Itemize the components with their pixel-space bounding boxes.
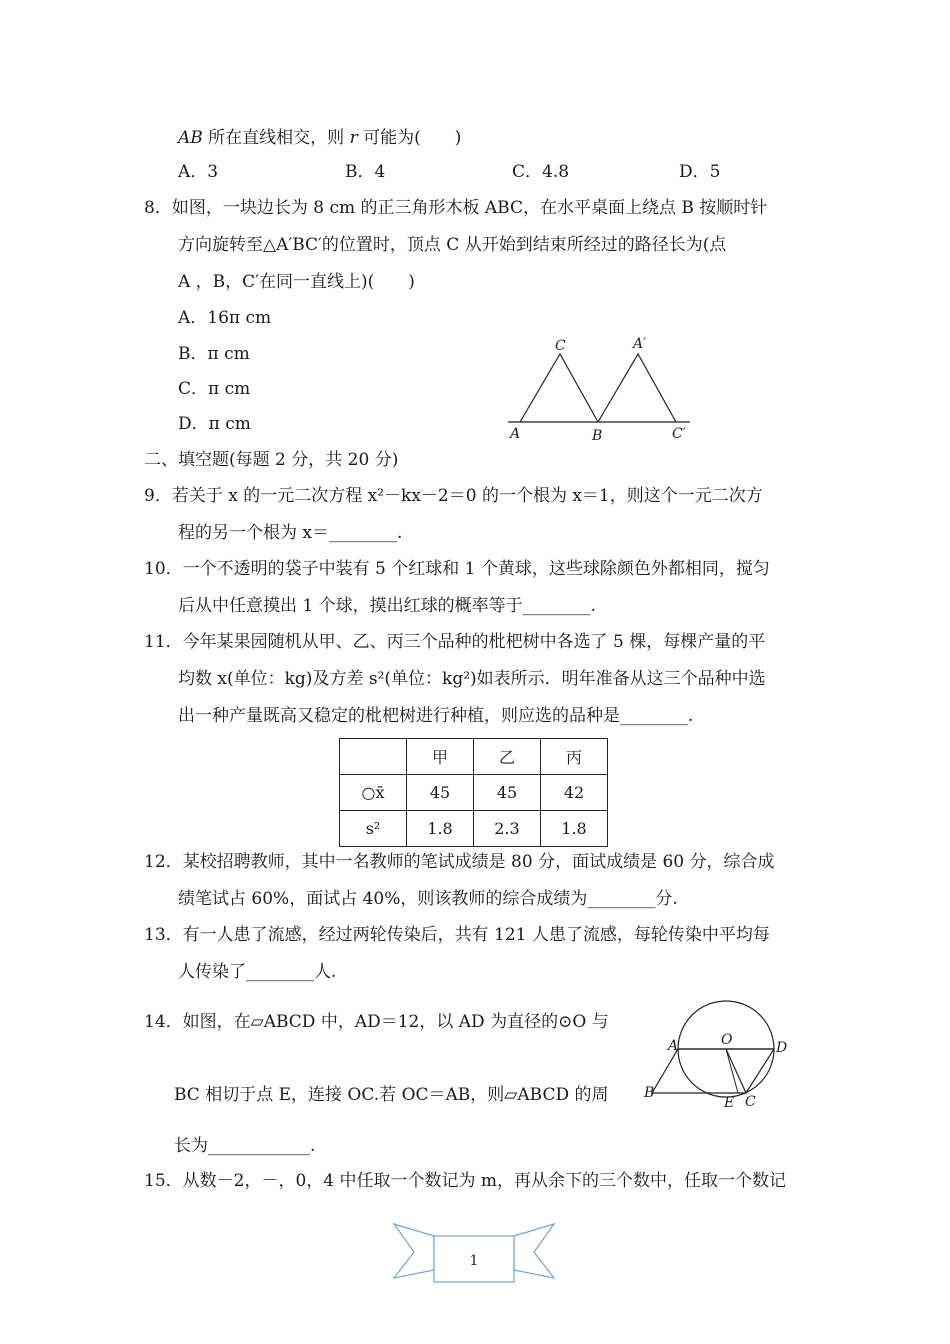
table-header-cell: 乙 xyxy=(474,739,541,775)
q13-line2: 人传染了________人. xyxy=(178,962,337,982)
footer-ribbon xyxy=(392,1220,556,1284)
page-number: 1 xyxy=(469,1253,479,1269)
table-header-row xyxy=(340,739,608,775)
q14-label-o: O xyxy=(721,1032,733,1048)
q8-option-a: A．16π cm xyxy=(178,308,272,328)
q7-option-a: A．3 xyxy=(178,162,219,182)
q15-line1: 15．从数－2，－，0，4 中任取一个数记为 m，再从余下的三个数中，任取一个数记 xyxy=(144,1171,787,1191)
table-cell: 2.3 xyxy=(474,811,541,847)
q14-label-a: A xyxy=(668,1038,679,1054)
q7-option-b: B．4 xyxy=(345,162,386,182)
q8-line3: A ，B，C′在同一直线上)( ) xyxy=(178,272,415,292)
q8-line2: 方向旋转至△A′BC′的位置时，顶点 C 从开始到结束所经过的路径长为(点 xyxy=(178,235,727,255)
q7-option-c: C．4.8 xyxy=(512,162,570,182)
q7-ab: AB xyxy=(178,128,203,148)
table-cell: s² xyxy=(340,811,407,847)
q10-line2: 后从中任意摸出 1 个球，摸出红球的概率等于________. xyxy=(178,596,597,616)
table-header-cell: 丙 xyxy=(541,739,608,775)
q9-line1: 9．若关于 x 的一元二次方程 x²－kx－2＝0 的一个根为 x＝1，则这个一元二次方 xyxy=(144,486,763,506)
q8-line1: 8．如图，一块边长为 8 cm 的正三角形木板 ABC，在水平桌面上绕点 B 按顺时针 xyxy=(144,198,768,218)
q12-line2: 绩笔试占 60%，面试占 40%，则该教师的综合成绩为________分. xyxy=(178,889,678,909)
section-title: 二、填空题(每题 2 分，共 20 分) xyxy=(144,450,399,470)
q8-option-d: D．π cm xyxy=(178,414,251,434)
table-row xyxy=(340,811,608,847)
q14-label-b: B xyxy=(644,1085,655,1101)
q8-label-b: B xyxy=(592,428,603,444)
q8-option-c: C．π cm xyxy=(178,379,251,399)
q14-line2: BC 相切于点 E，连接 OC.若 OC＝AB，则▱ABCD 的周 xyxy=(174,1085,609,1105)
table-cell: 1.8 xyxy=(541,811,608,847)
table-cell: 1.8 xyxy=(407,811,474,847)
q11-line3: 出一种产量既高又稳定的枇杷树进行种植，则应选的品种是________. xyxy=(178,706,694,726)
table-row xyxy=(340,775,608,811)
q14-label-d: D xyxy=(776,1040,788,1056)
q8-label-c-prime: C′ xyxy=(672,426,686,442)
q7-post: 可能为( ) xyxy=(357,128,462,148)
table-cell: ○x̄ xyxy=(340,775,407,811)
q14-line1: 14．如图，在▱ABCD 中，AD＝12，以 AD 为直径的⊙O 与 xyxy=(144,1012,609,1032)
q13-line1: 13．有一人患了流感，经过两轮传染后，共有 121 人患了流感，每轮传染中平均每 xyxy=(144,925,770,945)
table-header-cell: 甲 xyxy=(407,739,474,775)
q11-line1: 11．今年某果园随机从甲、乙、丙三个品种的枇杷树中各选了 5 棵，每棵产量的平 xyxy=(144,632,766,652)
q10-line1: 10．一个不透明的袋子中装有 5 个红球和 1 个黄球，这些球除颜色外都相同，搅匀 xyxy=(144,559,770,579)
q11-line2: 均数 x(单位：kg)及方差 s²(单位：kg²)如表所示．明年准备从这三个品种中选 xyxy=(178,669,766,689)
q12-line1: 12．某校招聘教师，其中一名教师的笔试成绩是 80 分，面试成绩是 60 分，综合成 xyxy=(144,852,775,872)
q9-line2: 程的另一个根为 x＝________. xyxy=(178,523,403,543)
q14-label-c: C xyxy=(745,1094,756,1110)
q7-option-d: D．5 xyxy=(679,162,721,182)
table-cell: 45 xyxy=(407,775,474,811)
table-header-cell xyxy=(340,739,407,775)
table-cell: 45 xyxy=(474,775,541,811)
q8-option-b: B．π cm xyxy=(178,344,250,364)
q8-label-a: A xyxy=(510,426,521,442)
q11-data-table xyxy=(339,738,608,847)
q7-mid: 所在直线相交，则 xyxy=(202,128,350,148)
q14-label-e: E xyxy=(724,1095,735,1111)
q8-label-c: C xyxy=(555,338,566,354)
q8-label-a-prime: A′ xyxy=(633,336,647,352)
q7-continuation xyxy=(178,127,461,149)
table-cell: 42 xyxy=(541,775,608,811)
q8-triangle-figure xyxy=(500,330,700,445)
q14-line3: 长为____________. xyxy=(174,1136,316,1156)
q7-r: r xyxy=(349,128,358,148)
q14-circle-figure xyxy=(640,992,800,1117)
